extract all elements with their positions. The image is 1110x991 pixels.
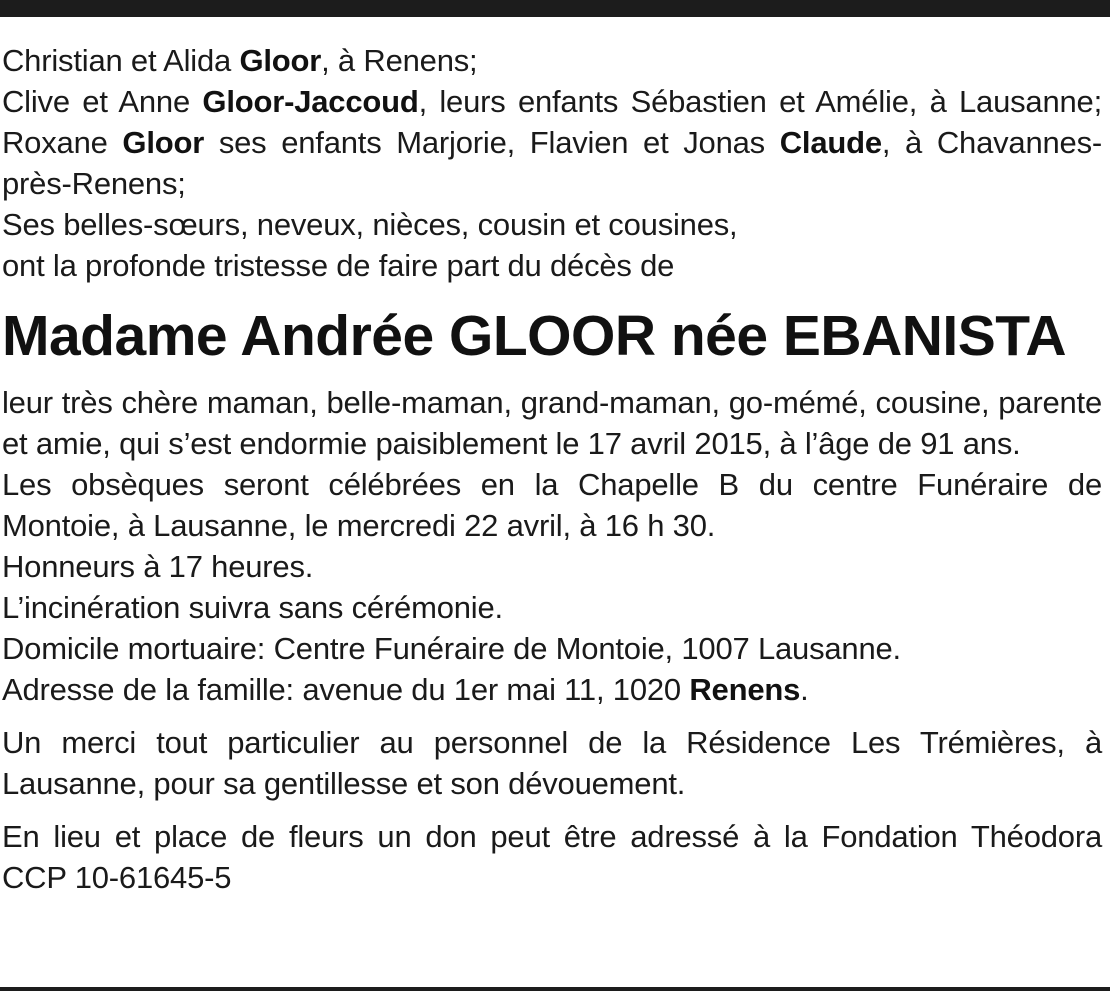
family-line-2: Clive et Anne Gloor-Jaccoud, leurs enfants Sébastien et Amélie, à Lausanne; [2, 84, 1102, 119]
deceased-name-heading: Madame Andrée GLOOR née EBANISTA [2, 304, 1067, 368]
family-line-3: Roxane Gloor ses enfants Marjorie, Flavien et Jonas Claude, à Chavannes-près-Renens; [2, 125, 1102, 201]
spacer [2, 710, 1102, 722]
incineration-line: L’incinération suivra sans cérémonie. [2, 590, 503, 625]
tribute-paragraph: leur très chère maman, belle-maman, grand-maman, go-mémé, cousine, parente et amie, qui s’est endormie paisiblement le 17 avril 2015, à l’âge de 91 ans. [2, 385, 1102, 461]
bottom-border-rule [0, 987, 1110, 991]
spacer [2, 804, 1102, 816]
thanks-paragraph: Un merci tout particulier au personnel de la Résidence Les Trémières, à Lausanne, pour sa gentillesse et son dévouement. [2, 725, 1102, 801]
family-line-5: ont la profonde tristesse de faire part du décès de [2, 248, 675, 283]
surname-bold: Claude [779, 125, 882, 160]
ccp-line: CCP 10-61645-5 [2, 860, 232, 895]
town-bold: Renens [689, 672, 801, 707]
mortuary-line: Domicile mortuaire: Centre Funéraire de Montoie, 1007 Lausanne. [2, 631, 901, 666]
top-border-bar [0, 0, 1110, 17]
family-line-4: Ses belles-sœurs, neveux, nièces, cousin et cousines, [2, 207, 738, 242]
obituary-notice [2, 40, 1102, 898]
surname-bold: Gloor-Jaccoud [202, 84, 419, 119]
family-line-1: Christian et Alida Gloor, à Renens; [2, 43, 478, 78]
funeral-paragraph: Les obsèques seront célébrées en la Chapelle B du centre Funéraire de Montoie, à Lausanne, le mercredi 22 avril, à 16 h 30. [2, 467, 1102, 543]
surname-bold: Gloor [122, 125, 205, 160]
surname-bold: Gloor [239, 43, 322, 78]
family-address-line: Adresse de la famille: avenue du 1er mai 11, 1020 Renens. [2, 672, 809, 707]
honours-line: Honneurs à 17 heures. [2, 549, 314, 584]
donation-line: En lieu et place de fleurs un don peut être adressé à la Fondation Théodora [2, 819, 1102, 854]
